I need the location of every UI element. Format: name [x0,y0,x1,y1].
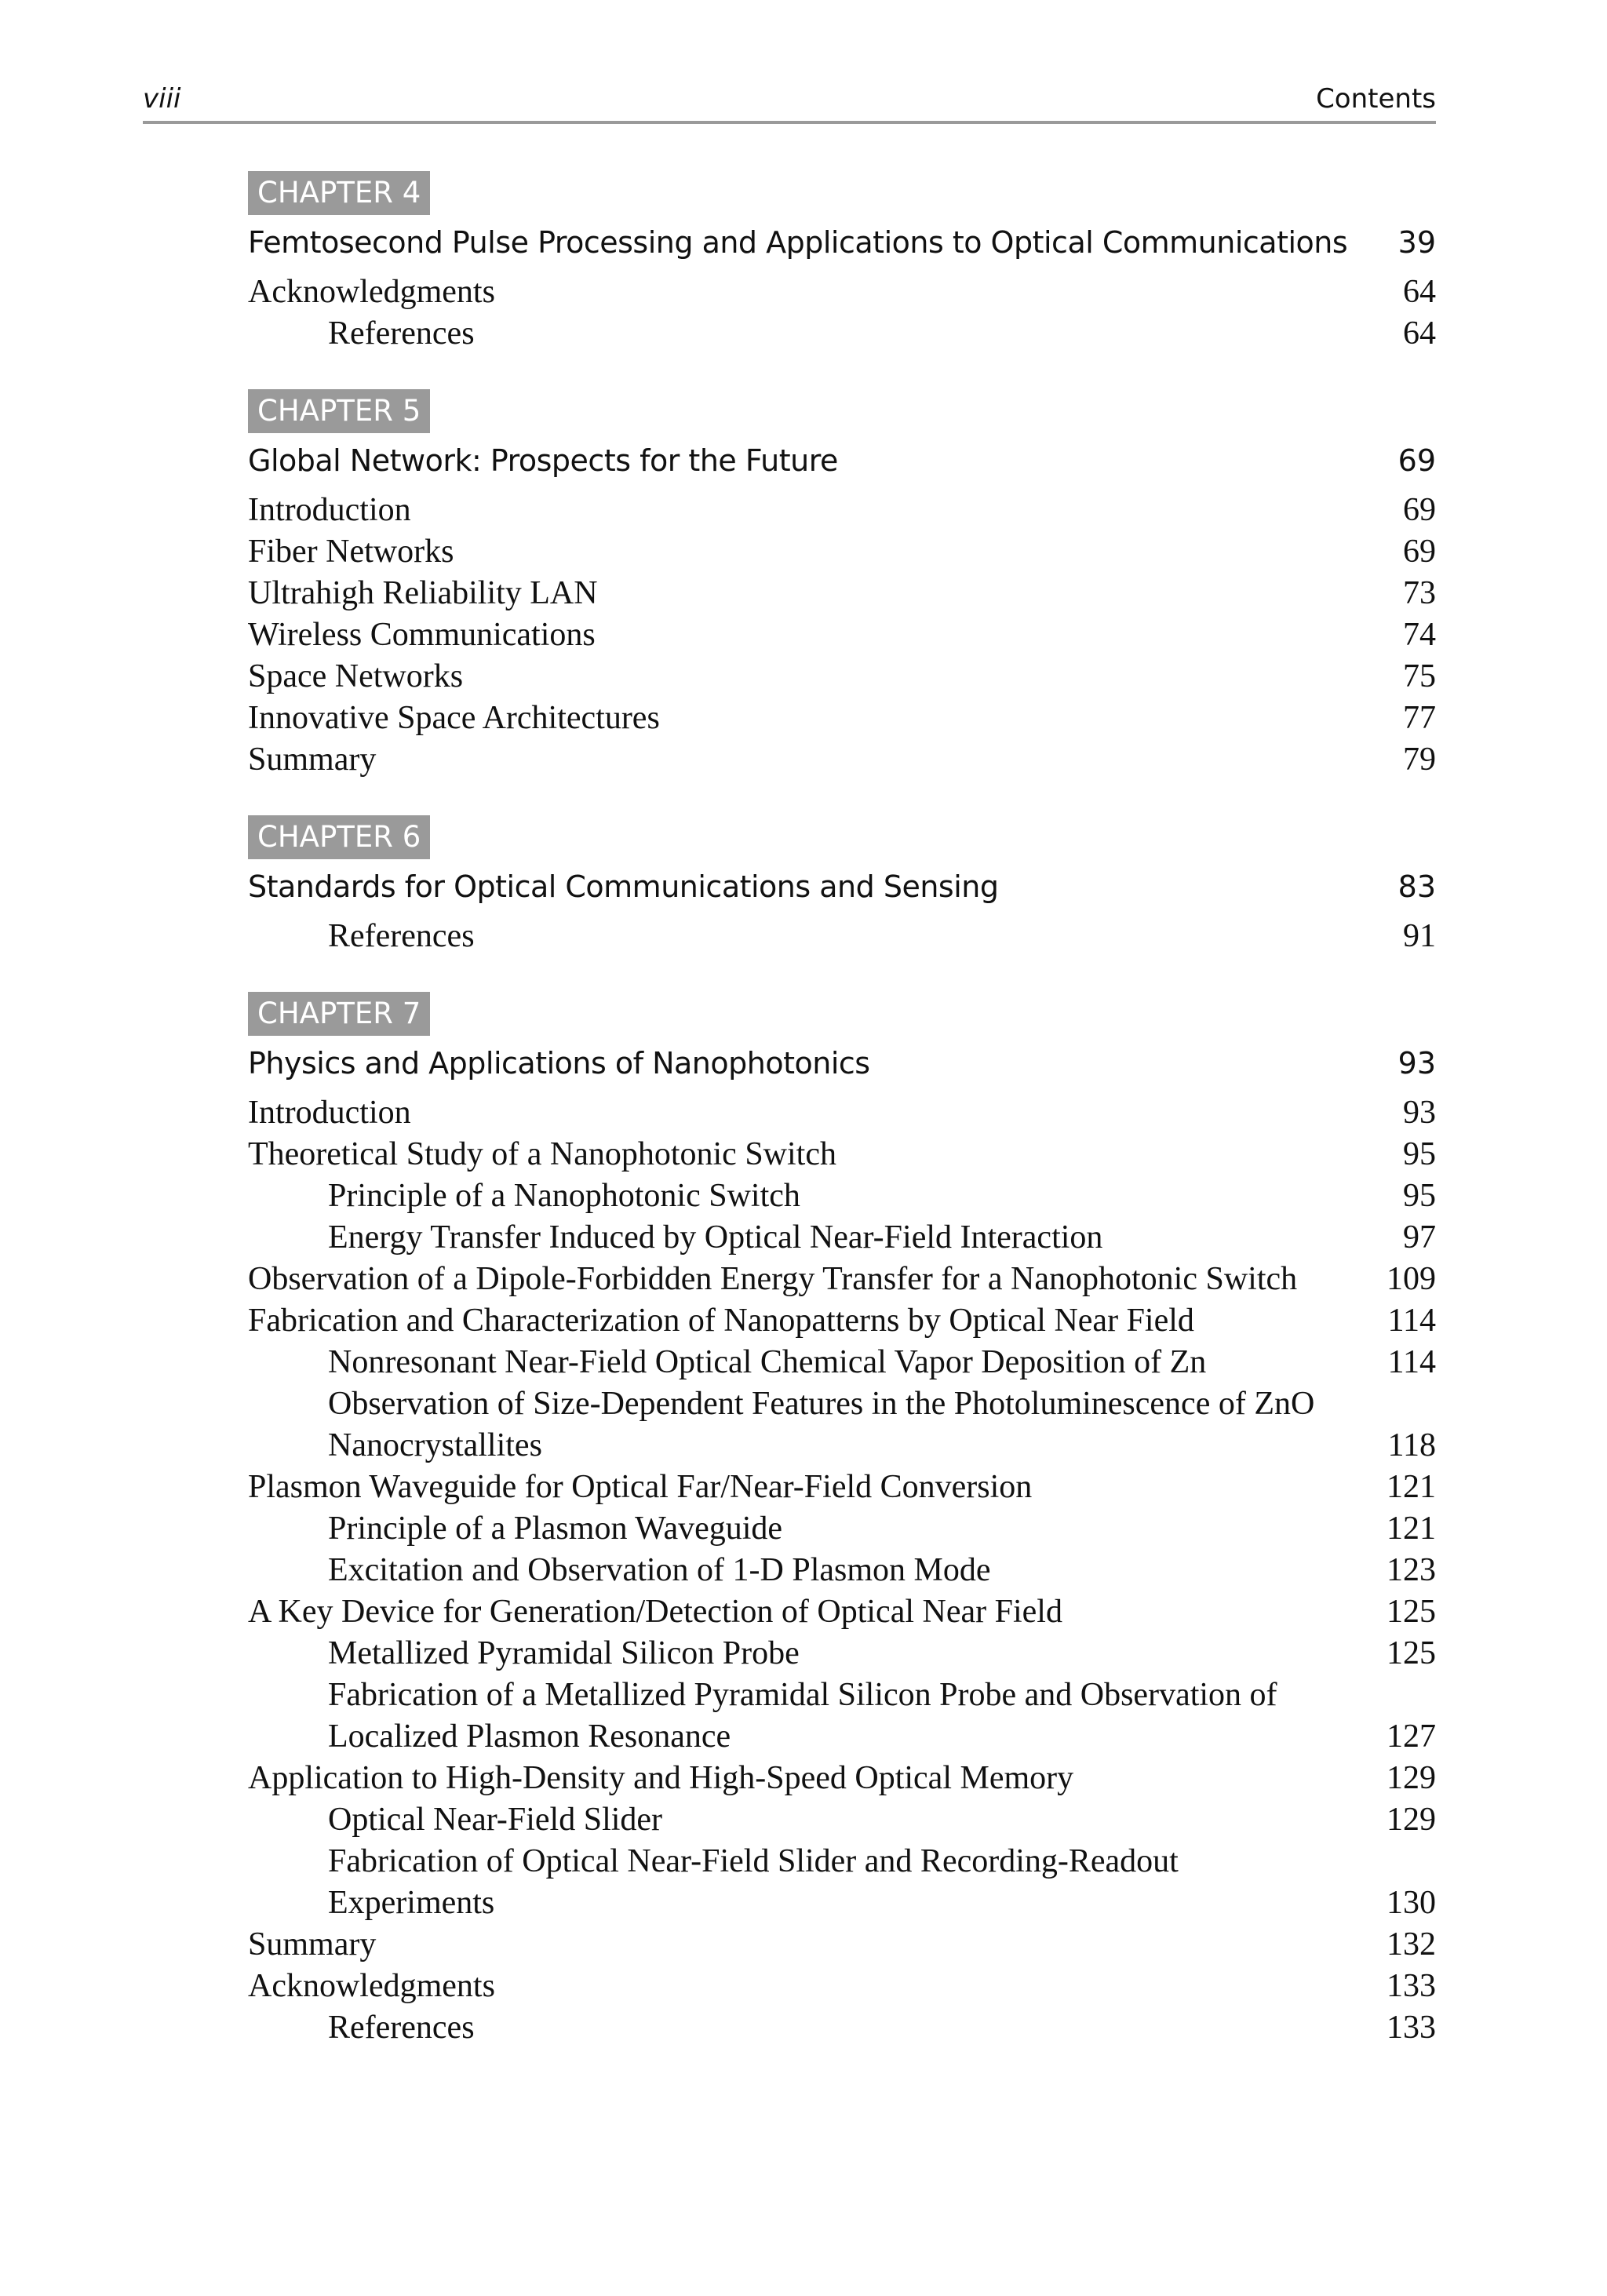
entry-page-number: 132 [1387,1926,1436,1963]
toc-subentry[interactable] [248,1799,1436,1841]
entry-page-number: 75 [1403,658,1436,694]
entry-title: References [328,315,475,352]
chapter-section [248,815,1436,957]
entry-title: A Key Device for Generation/Detection of Optical Near Field [248,1594,1062,1630]
toc-subentry[interactable] [248,1175,1436,1217]
entry-page-number: 64 [1403,274,1436,310]
entry-title: Ultrahigh Reliability LAN [248,575,598,611]
entry-title: Wireless Communications [248,617,596,653]
entry-page-number: 77 [1403,700,1436,736]
chapter-label: CHAPTER 5 [248,389,430,433]
entry-title: Principle of a Plasmon Waveguide [328,1511,783,1547]
toc-subentry[interactable] [248,1342,1436,1383]
entry-title: Theoretical Study of a Nanophotonic Switch [248,1136,836,1172]
toc-subentry[interactable] [248,1841,1436,1924]
toc-entry[interactable] [248,272,1436,313]
toc-entry[interactable] [248,1924,1436,1966]
entry-page-number: 114 [1387,1303,1436,1339]
entry-page-number: 109 [1387,1261,1436,1297]
toc-subentry[interactable] [248,1675,1436,1758]
entry-page-number: 125 [1387,1635,1436,1671]
toc-entry[interactable] [248,656,1436,698]
entry-title: Optical Near-Field Slider [328,1802,663,1838]
toc-subentry[interactable] [248,1383,1436,1467]
entry-page-number: 91 [1403,918,1436,954]
entry-page-number: 133 [1387,2010,1436,2046]
chapter-label: CHAPTER 4 [248,171,430,215]
chapter-title-row[interactable] [248,1042,1436,1084]
entry-title: Summary [248,1926,377,1963]
chapter-page-number: 69 [1397,443,1436,478]
chapter-section [248,389,1436,781]
entry-title: Application to High-Density and High-Speed Optical Memory [248,1760,1074,1796]
page-folio: viii [143,83,181,115]
toc-subentry[interactable] [248,1508,1436,1550]
entry-title: Fabrication and Characterization of Nanopatterns by Optical Near Field [248,1303,1194,1339]
entry-title: Excitation and Observation of 1-D Plasmon Mode [328,1552,991,1588]
toc-subentry[interactable] [248,916,1436,957]
entry-title: Nonresonant Near-Field Optical Chemical Vapor Deposition of Zn [328,1344,1207,1380]
entry-page-number: 130 [1387,1885,1436,1921]
entry-page-number: 114 [1387,1344,1436,1380]
entry-page-number: 123 [1387,1552,1436,1588]
toc-entry[interactable] [248,1758,1436,1799]
entry-page-number: 97 [1403,1219,1436,1256]
entry-page-number: 69 [1403,492,1436,528]
entry-title: Plasmon Waveguide for Optical Far/Near-Field Conversion [248,1469,1033,1505]
toc-entry[interactable] [248,1259,1436,1300]
toc-entry[interactable] [248,739,1436,781]
entry-title: Observation of Size-Dependent Features in the Photoluminescence of ZnO Nanocrystallites [328,1386,1315,1463]
entry-title: Acknowledgments [248,274,495,310]
entry-title: Fiber Networks [248,534,454,570]
entry-title: Fabrication of Optical Near-Field Slider and Recording-Readout Experiments [328,1843,1179,1921]
toc-subentry[interactable] [248,1550,1436,1591]
toc-entry[interactable] [248,1966,1436,2007]
entry-title: Observation of a Dipole-Forbidden Energy Transfer for a Nanophotonic Switch [248,1261,1298,1297]
toc-subentry[interactable] [248,2007,1436,2049]
chapter-page-number: 39 [1397,225,1436,260]
chapter-label: CHAPTER 6 [248,815,430,859]
entry-title: Summary [248,742,377,778]
section-title: Contents [1316,83,1436,115]
chapter-label: CHAPTER 7 [248,992,430,1036]
entry-page-number: 118 [1387,1427,1436,1463]
chapter-section [248,992,1436,2049]
toc-entry[interactable] [248,1300,1436,1342]
toc-subentry[interactable] [248,1217,1436,1259]
entry-title: References [328,2010,475,2046]
entry-title: Innovative Space Architectures [248,700,660,736]
entry-title: References [328,918,475,954]
chapter-title-row[interactable] [248,439,1436,482]
entry-page-number: 64 [1403,315,1436,352]
entry-page-number: 121 [1387,1511,1436,1547]
chapter-page-number: 93 [1397,1046,1436,1081]
entry-page-number: 93 [1403,1095,1436,1131]
chapter-page-number: 83 [1397,869,1436,904]
entry-page-number: 95 [1403,1136,1436,1172]
entry-title: Energy Transfer Induced by Optical Near-Field Interaction [328,1219,1103,1256]
entry-page-number: 79 [1403,742,1436,778]
entry-title: Introduction [248,492,411,528]
toc-entry[interactable] [248,614,1436,656]
entry-page-number: 125 [1387,1594,1436,1630]
chapter-title: Global Network: Prospects for the Future [248,443,838,478]
entry-title: Acknowledgments [248,1968,495,2004]
chapter-title: Physics and Applications of Nanophotonics [248,1046,870,1081]
toc-entry[interactable] [248,531,1436,573]
toc-entry[interactable] [248,1467,1436,1508]
toc-entry[interactable] [248,1134,1436,1175]
toc-subentry[interactable] [248,1633,1436,1675]
entry-title: Space Networks [248,658,464,694]
toc-entry[interactable] [248,1591,1436,1633]
chapter-title: Femtosecond Pulse Processing and Applications to Optical Communications [248,225,1348,260]
entry-page-number: 133 [1387,1968,1436,2004]
chapter-title: Standards for Optical Communications and Sensing [248,869,999,904]
entry-title: Metallized Pyramidal Silicon Probe [328,1635,800,1671]
entry-page-number: 69 [1403,534,1436,570]
table-of-contents [248,171,1436,2083]
entry-title: Introduction [248,1095,411,1131]
toc-entry[interactable] [248,490,1436,531]
toc-subentry[interactable] [248,313,1436,355]
entry-title: Principle of a Nanophotonic Switch [328,1178,800,1214]
entry-page-number: 127 [1387,1718,1436,1755]
entry-page-number: 129 [1387,1760,1436,1796]
chapter-title-row[interactable] [248,866,1436,908]
toc-entry[interactable] [248,573,1436,614]
toc-entry[interactable] [248,1092,1436,1134]
running-head [143,82,1436,124]
entry-page-number: 73 [1403,575,1436,611]
entry-title: Fabrication of a Metallized Pyramidal Silicon Probe and Observation of Localized Plasmon Resonance [328,1677,1277,1755]
chapter-section [248,171,1436,355]
entry-page-number: 129 [1387,1802,1436,1838]
entry-page-number: 95 [1403,1178,1436,1214]
entry-page-number: 121 [1387,1469,1436,1505]
chapter-title-row[interactable] [248,221,1436,264]
toc-entry[interactable] [248,698,1436,739]
entry-page-number: 74 [1403,617,1436,653]
